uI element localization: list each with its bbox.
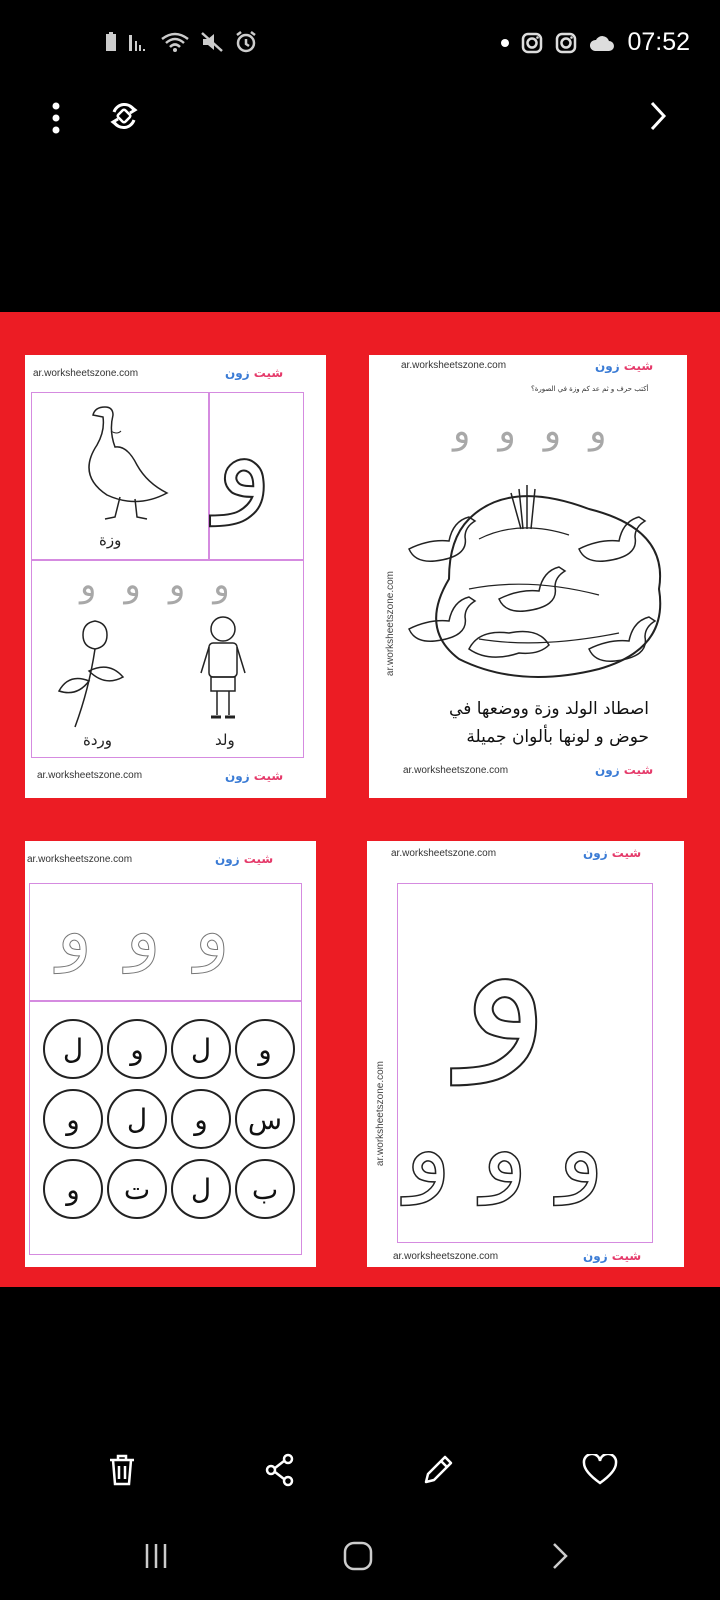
clock: 07:52 xyxy=(627,28,690,56)
caption-line-2: حوض و لونها بألوان جميلة xyxy=(466,727,649,747)
instagram-icon xyxy=(521,32,543,54)
letter-circle: و xyxy=(43,1089,103,1149)
letter-circle: و xyxy=(107,1019,167,1079)
sheet-url: ar.worksheetszone.com xyxy=(401,360,507,371)
side-url: ar.worksheetszone.com xyxy=(385,571,396,677)
big-letter: و xyxy=(215,387,273,526)
cloud-icon xyxy=(589,33,615,53)
mute-icon xyxy=(200,31,224,53)
delete-icon xyxy=(107,1453,137,1487)
practice-letter: و xyxy=(124,565,141,605)
goose-drawing xyxy=(75,397,185,527)
sheet-url: ar.worksheetszone.com xyxy=(391,848,497,859)
practice-letter: و xyxy=(168,565,186,605)
status-bar xyxy=(0,0,720,88)
worksheet-2 xyxy=(369,355,687,798)
battery-icon xyxy=(104,31,118,53)
letter-circle: ت xyxy=(107,1159,167,1219)
letter-circle: ل xyxy=(171,1019,231,1079)
recents-button[interactable] xyxy=(134,1534,178,1578)
boy-drawing xyxy=(193,613,253,723)
practice-letter: و xyxy=(589,411,607,452)
notification-dot-icon xyxy=(501,39,509,47)
sheet-brand: شيت زون xyxy=(215,852,274,866)
caption-line-1: اصطاد الولد وزة ووضعها في xyxy=(449,699,649,719)
small-letter: و xyxy=(405,1093,452,1205)
footer-brand: شيت زون xyxy=(583,1249,642,1263)
rose-label: وردة xyxy=(83,731,113,749)
back-button[interactable] xyxy=(538,1534,582,1578)
delete-button[interactable] xyxy=(100,1448,144,1492)
small-letter: و xyxy=(557,1093,605,1205)
worksheet-1 xyxy=(25,355,326,798)
instagram-icon-2 xyxy=(555,32,577,54)
small-letters xyxy=(405,1093,604,1205)
edit-button[interactable] xyxy=(416,1448,460,1492)
pond-geese-drawing xyxy=(399,479,669,689)
recents-icon xyxy=(142,1542,170,1570)
favorite-icon xyxy=(582,1454,618,1486)
footer-brand: شيت زون xyxy=(225,769,284,783)
next-button[interactable] xyxy=(636,94,680,138)
rotate-button[interactable] xyxy=(102,94,146,138)
more-options-button[interactable] xyxy=(36,96,76,140)
status-icons-right xyxy=(501,28,690,57)
share-button[interactable] xyxy=(258,1448,302,1492)
trace-letter: و xyxy=(125,889,161,973)
sheet-url: ar.worksheetszone.com xyxy=(33,368,139,379)
letter-circle: و xyxy=(235,1019,295,1079)
caption xyxy=(449,695,649,751)
worksheet-3 xyxy=(25,841,316,1267)
small-letter: و xyxy=(481,1093,528,1205)
rose-drawing xyxy=(55,611,135,731)
wifi-icon xyxy=(160,31,190,53)
next-icon xyxy=(648,100,668,132)
sheet-url: ar.worksheetszone.com xyxy=(27,854,133,865)
practice-letter: و xyxy=(498,411,516,452)
navigation-bar xyxy=(0,1528,720,1588)
home-button[interactable] xyxy=(336,1534,380,1578)
bottom-action-bar xyxy=(0,1440,720,1500)
letter-circle: ل xyxy=(171,1159,231,1219)
signal-icon xyxy=(128,31,150,53)
footer-url: ar.worksheetszone.com xyxy=(393,1251,499,1262)
practice-letter: و xyxy=(543,411,562,452)
letter-circles-grid xyxy=(39,1019,295,1219)
rotate-icon xyxy=(106,98,142,134)
letter-circle: و xyxy=(43,1159,103,1219)
trace-letter: و xyxy=(194,889,230,973)
letter-circle: ب xyxy=(235,1159,295,1219)
footer-url: ar.worksheetszone.com xyxy=(403,765,509,776)
footer-brand: شيت زون xyxy=(595,763,654,777)
practice-letter: و xyxy=(453,411,471,452)
boy-label: ولد xyxy=(215,731,235,749)
letter-circle: س xyxy=(235,1089,295,1149)
sheet-brand: شيت زون xyxy=(225,366,284,380)
side-url: ar.worksheetszone.com xyxy=(375,1061,386,1167)
top-toolbar xyxy=(0,88,720,148)
practice-letter: و xyxy=(213,565,230,605)
photo-image[interactable] xyxy=(0,312,720,1287)
sheet-brand: شيت زون xyxy=(583,846,642,860)
favorite-button[interactable] xyxy=(578,1448,622,1492)
alarm-icon xyxy=(234,30,258,54)
back-icon xyxy=(550,1541,570,1571)
practice-letters xyxy=(80,565,230,605)
goose-label: وزة xyxy=(99,531,122,549)
sheet-brand: شيت زون xyxy=(595,359,654,373)
status-icons-left xyxy=(104,30,258,54)
trace-letters xyxy=(57,889,229,973)
share-icon xyxy=(264,1453,296,1487)
practice-letters xyxy=(453,411,607,452)
trace-letter: و xyxy=(57,889,92,973)
footer-url: ar.worksheetszone.com xyxy=(37,770,143,781)
more-icon xyxy=(51,101,61,135)
letter-circle: ل xyxy=(43,1019,103,1079)
worksheet-4 xyxy=(367,841,684,1267)
home-icon xyxy=(342,1540,374,1572)
instruction: أكتب حرف و ثم عد كم وزة في الصورة؟ xyxy=(531,385,649,393)
letter-circle: و xyxy=(171,1089,231,1149)
practice-letter: و xyxy=(80,565,97,605)
edit-icon xyxy=(421,1453,455,1487)
big-letter: و xyxy=(459,863,551,1084)
letter-circle: ل xyxy=(107,1089,167,1149)
